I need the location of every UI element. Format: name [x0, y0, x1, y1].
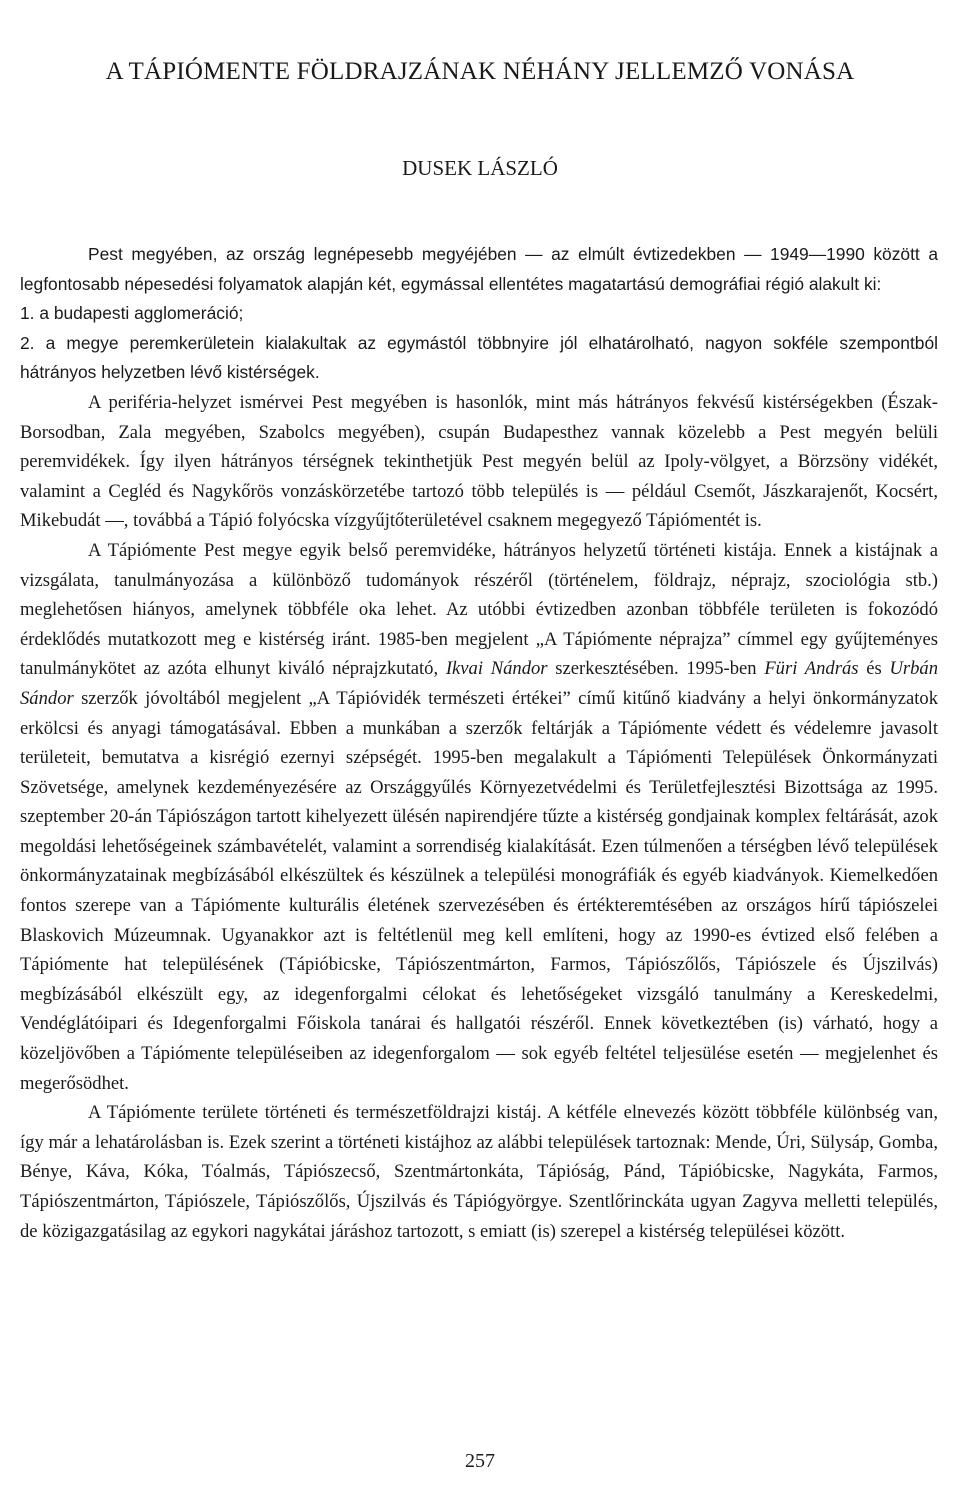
page-number: 257	[465, 1450, 495, 1472]
article-author: DUSEK LÁSZLÓ	[402, 156, 558, 180]
paragraph-text: szerzők jóvoltából megjelent „A Tápióvidék természeti értékei” című kitűnő kiadvány a helyi önkormányzatok erkölcsi és anyagi támogatásával. Ebben a munkában a szerzők feltárják a Tápiómente védett és védelemre javasolt területeit, bemutatva a kisrégió ezernyi szépségét. 1995-ben megalakult a Tápiómenti Települések Önkormányzati Szövetsége, amelynek kezdeményezésére az Országgyűlés Környezetvédelmi és Területfejlesztési Bizottsága az 1995. szeptember 20-án Tápiószágon tartott kihelyezett ülésén napirendjére tűzte a kistérség gondjainak komplex feltárását, azok megoldási lehetőségeinek számbavételét, valamint a sorrendiség kialakítását. Ezen túlmenően a térségben lévő települések önkormányzatainak megbízásából elkészültek és készülnek a települési monográfiák és egyéb kiadványok. Kiemelkedően fontos szerepe van a Tápiómente kulturális életének szervezésében és értékteremtésében az országos hírű tápiószelei Blaskovich Múzeumnak. Ugyanakkor azt is feltétlenül meg kell említeni, hogy az 1990-es évtized első felében a Tápiómente hat településének (Tápióbicske, Tápiószentmárton, Farmos, Tápiószőlős, Tápiószele és Újszilvás) megbízásából elkészült egy, az idegenforgalmi célokat és lehetőségeket vizsgáló tanulmány a Kereskedelmi, Vendéglátóipari és Idegenforgalmi Főiskola tanárai és hallgatói részéről. Ennek következtében (is) várható, hogy a közeljövőben a Tápiómente településeiben az idegenforgalom — sok egyéb feltétel teljesülése esetén — megjelenhet és megerősödhet.	[20, 687, 938, 1094]
paragraph-settlements: A Tápiómente területe történeti és természetföldrajzi kistáj. A kétféle elnevezés között többféle különbség van, így már a lehatárolásban is. Ezek szerint a történeti kistájhoz az alábbi települések tartoznak: Mende, Úri, Sülysáp, Gomba, Bénye, Káva, Kóka, Tóalmás, Tápiószecső, Szentmártonkáta, Tápióság, Pánd, Tápióbicske, Nagykáta, Farmos, Tápiószentmárton, Tápiószele, Tápiószőlős, Újszilvás és Tápiógyörgye. Szentlőrinckáta ugyan Zagyva melletti település, de közigazgatásilag az egykori nagykátai járáshoz tartozott, s emiatt (is) szerepel a kistérség települései között.	[20, 1102, 938, 1242]
person-name: Füri András	[764, 658, 859, 680]
paragraph-tapiomente-history	[20, 536, 938, 1098]
paragraph-periphery: A periféria-helyzet ismérvei Pest megyében is hasonlók, mint más hátrányos fekvésű kistérségekben (Észak-Borsodban, Zala megyében, Szabolcs megyében), csupán Budapesthez vannak közelebb a Pest megyén belüli peremvidékek. Így ilyen hátrányos térségnek tekinthetjük Pest megyén belül az Ipoly-völgyet, a Börzsöny vidékét, valamint a Cegléd és Nagykőrös vonzáskörzetébe tartozó több település is — például Csemőt, Jászkarajenőt, Kocsért, Mikebudát —, továbbá a Tápió folyócska vízgyűjtőterületével csaknem megegyező Tápiómentét is.	[20, 391, 938, 532]
person-name: Urbán Sándor	[20, 658, 938, 709]
list-item-1: 1. a budapesti agglomeráció;	[20, 303, 244, 324]
article-body	[20, 240, 938, 1246]
article-title: A TÁPIÓMENTE FÖLDRAJZÁNAK NÉHÁNY JELLEMZŐ VONÁSA	[105, 58, 855, 85]
paragraph-text: és	[858, 658, 890, 680]
intro-paragraph: Pest megyében, az ország legnépesebb megyéjében — az elmúlt évtizedekben — 1949—1990 között a legfontosabb népesedési folyamatok alapján két, egymással ellentétes magatartású demográfiai régió alakult ki:	[20, 244, 938, 294]
paragraph-text: szerkesztésében. 1995-ben	[547, 658, 765, 680]
paragraph-text: A Tápiómente Pest megye egyik belső peremvidéke, hátrányos helyzetű történeti kistája. Ennek a kistájnak a vizsgálata, tanulmányozása a különböző tudományok részéről (történelem, földrajz, néprajz, szociológia stb.) meglehetősen hiányos, amelynek többféle oka lehet. Az utóbbi évtizedben azonban többféle területen is fokozódó érdeklődés mutatkozott meg e kistérség iránt. 1985-ben megjelent „A Tápiómente néprajza” címmel egy gyűjteményes tanulmánykötet az azóta elhunyt kiváló néprajzkutató,	[20, 539, 938, 680]
person-name: Ikvai Nándor	[445, 658, 548, 680]
list-item-2: 2. a megye peremkerületein kialakultak az egymástól többnyire jól elhatárolható, nagyon sokféle szempontból hátrányos helyzetben lévő kistérségek.	[20, 332, 938, 383]
